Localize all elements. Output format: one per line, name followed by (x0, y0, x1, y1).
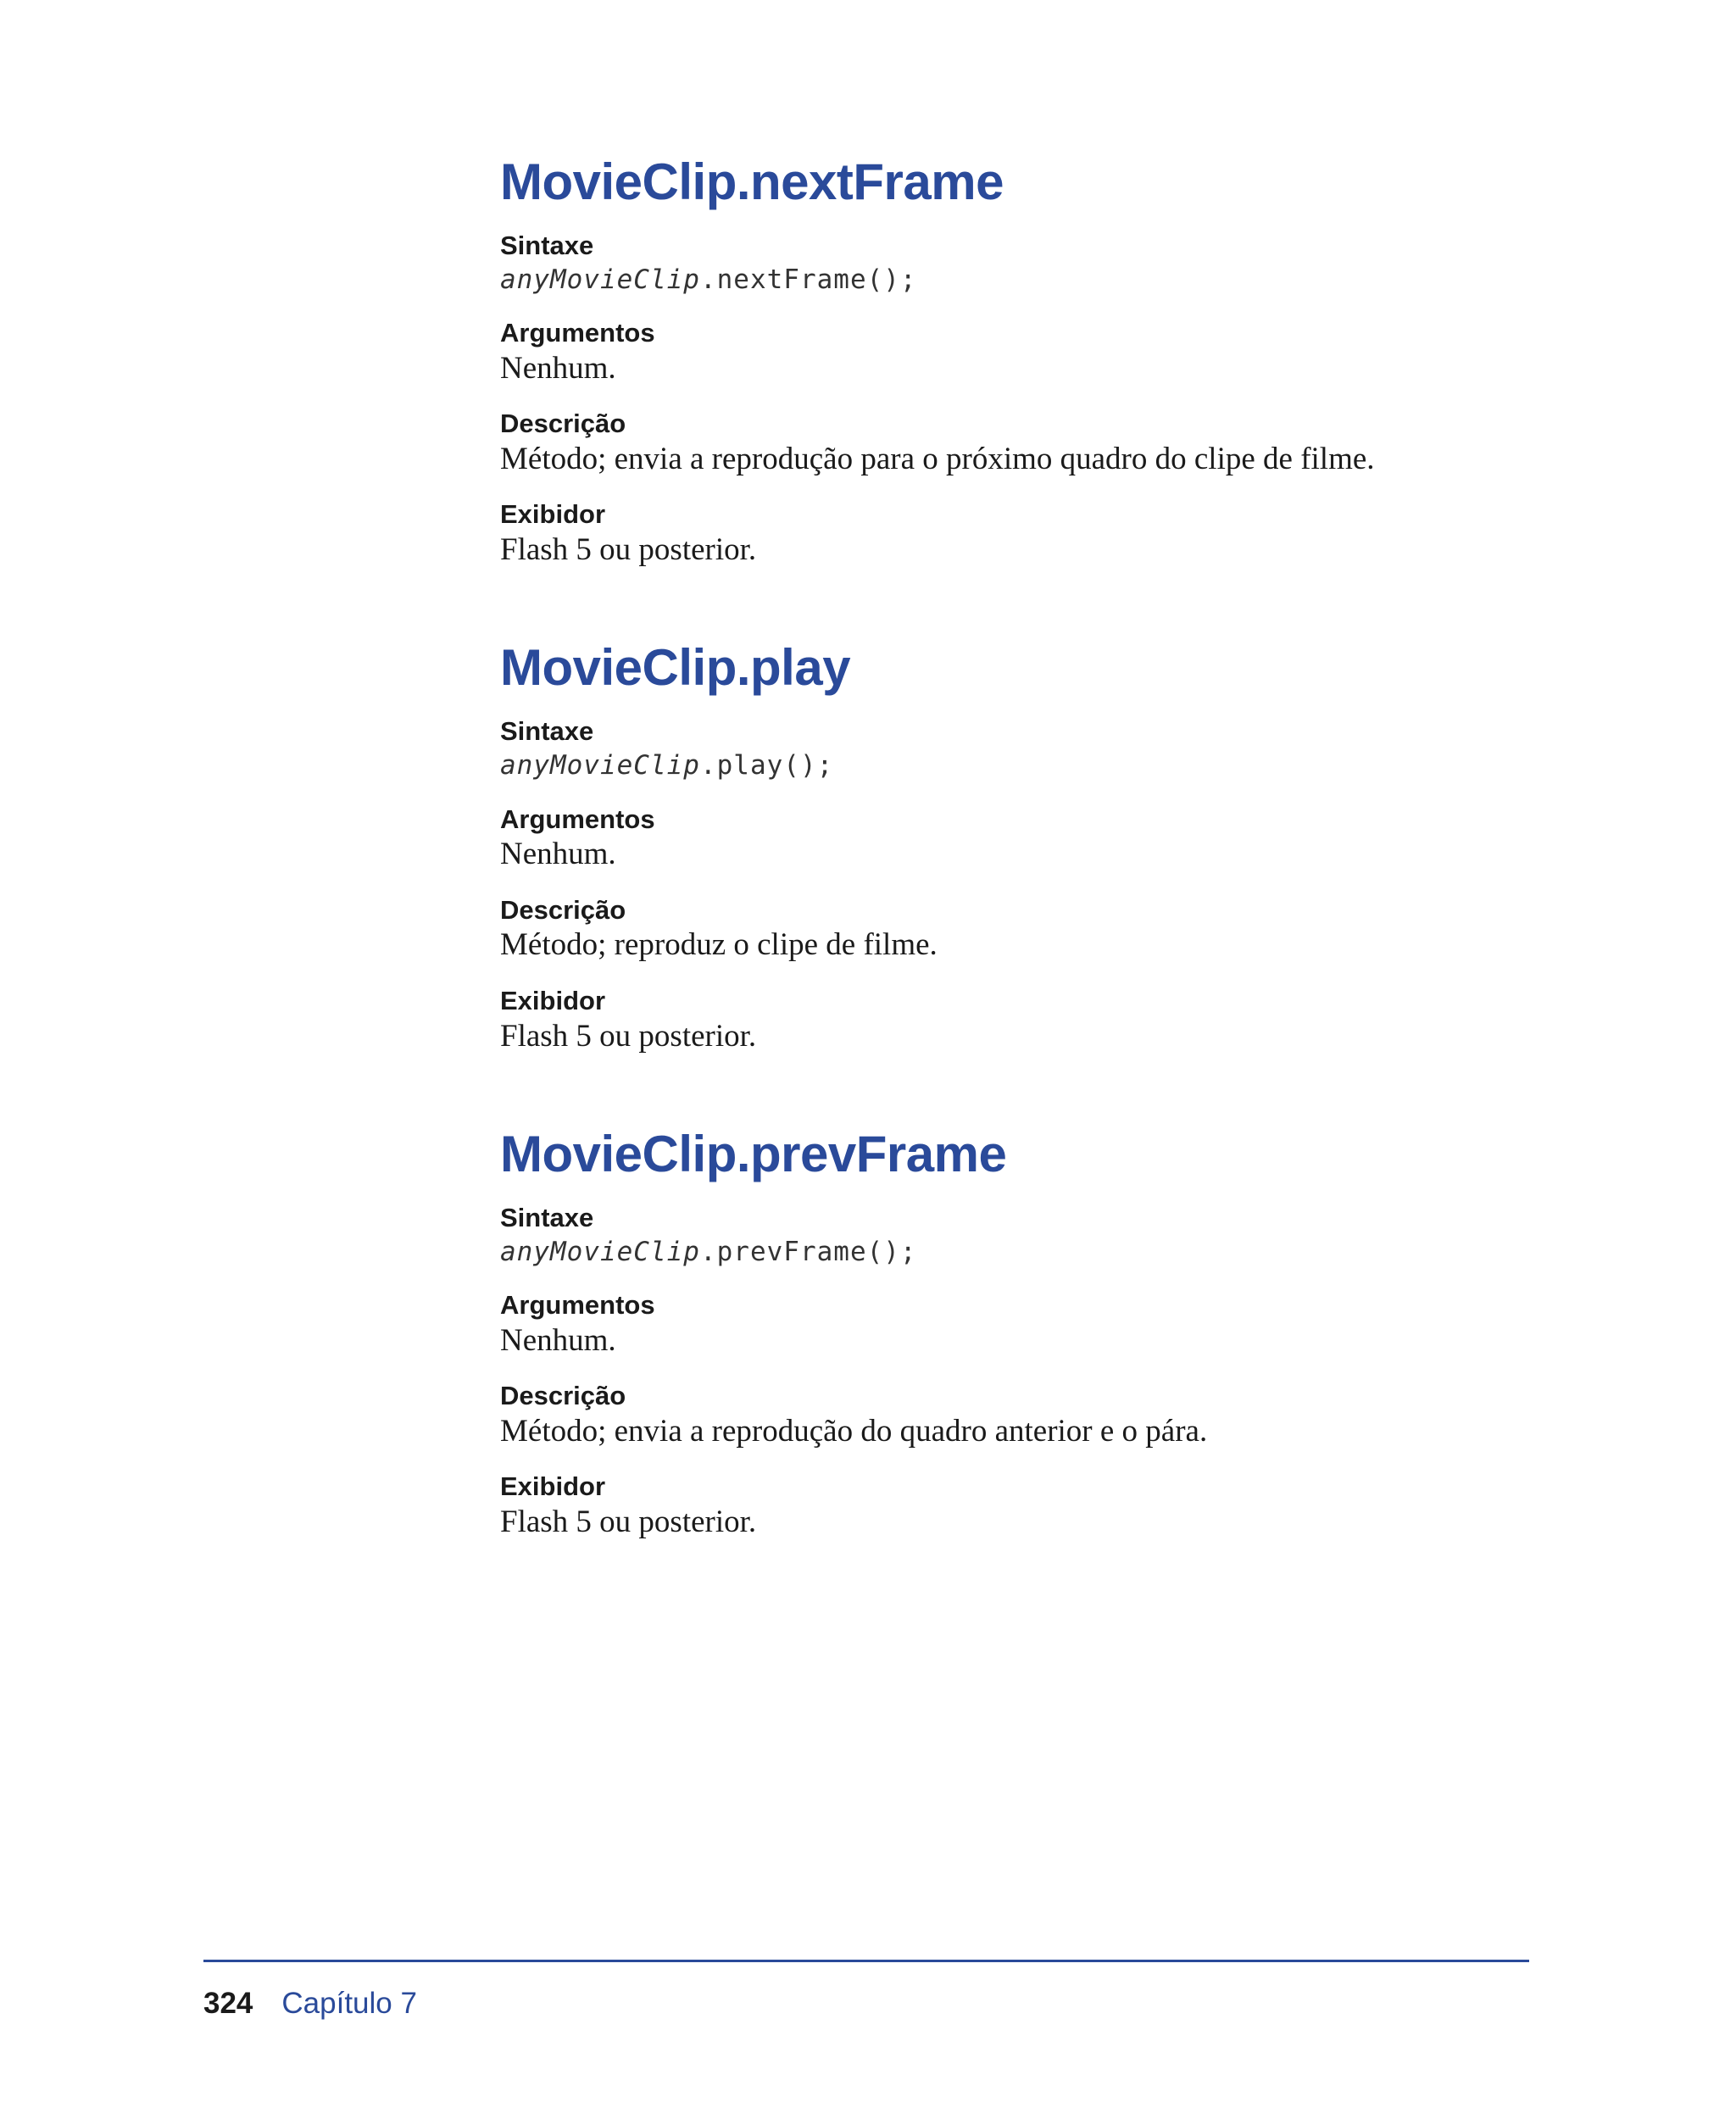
player-label: Exibidor (500, 1471, 606, 1502)
syntax-label: Sintaxe (500, 716, 594, 747)
syntax-section (500, 715, 1517, 782)
syntax-section (500, 1202, 1517, 1269)
player-section (500, 498, 1517, 569)
page-number: 324 (203, 1987, 253, 2020)
page-footer (203, 1988, 417, 2018)
arguments-text: Nenhum. (500, 1322, 616, 1358)
syntax-method: .nextFrame(); (699, 264, 917, 295)
description-text: Método; reproduz o clipe de filme. (500, 927, 938, 963)
arguments-label: Argumentos (500, 1289, 655, 1320)
syntax-label: Sintaxe (500, 1202, 594, 1232)
arguments-label: Argumentos (500, 804, 655, 834)
syntax-object: anyMovieClip (500, 1236, 700, 1267)
player-text: Flash 5 ou posterior. (500, 1504, 757, 1540)
description-section (500, 1380, 1517, 1450)
description-section (500, 408, 1517, 478)
syntax-code (500, 748, 1517, 782)
syntax-section (500, 230, 1517, 297)
player-section (500, 1471, 1517, 1541)
syntax-method: .play(); (699, 750, 834, 781)
arguments-text: Nenhum. (500, 837, 616, 872)
description-text: Método; envia a reprodução para o próximo quadro do clipe de filme. (500, 441, 1375, 476)
entry-nextframe (500, 153, 1517, 569)
syntax-object: anyMovieClip (500, 264, 700, 295)
arguments-label: Argumentos (500, 318, 655, 348)
entry-title: MovieClip.nextFrame (500, 153, 1004, 210)
player-section (500, 985, 1517, 1055)
arguments-section (500, 804, 1517, 874)
entry-title: MovieClip.play (500, 639, 851, 697)
syntax-label: Sintaxe (500, 231, 594, 260)
player-text: Flash 5 ou posterior. (500, 1018, 757, 1054)
arguments-text: Nenhum. (500, 350, 616, 386)
entry-play (500, 638, 1517, 1054)
description-text: Método; envia a reprodução do quadro anterior e o pára. (500, 1413, 1208, 1449)
entry-title: MovieClip.prevFrame (500, 1125, 1007, 1182)
description-section (500, 894, 1517, 965)
page-content (500, 153, 1517, 1610)
arguments-section (500, 1289, 1517, 1360)
player-label: Exibidor (500, 985, 606, 1015)
syntax-method: .prevFrame(); (699, 1236, 917, 1267)
footer-divider (203, 1960, 1529, 1962)
arguments-section (500, 317, 1517, 387)
player-text: Flash 5 ou posterior. (500, 532, 757, 568)
entry-prevframe (500, 1125, 1517, 1541)
description-label: Descrição (500, 1381, 626, 1411)
description-label: Descrição (500, 409, 626, 439)
player-label: Exibidor (500, 499, 606, 530)
syntax-code (500, 263, 1517, 297)
description-label: Descrição (500, 894, 626, 925)
chapter-label: Capítulo 7 (281, 1987, 417, 2020)
syntax-code (500, 1235, 1517, 1269)
syntax-object: anyMovieClip (500, 750, 700, 781)
